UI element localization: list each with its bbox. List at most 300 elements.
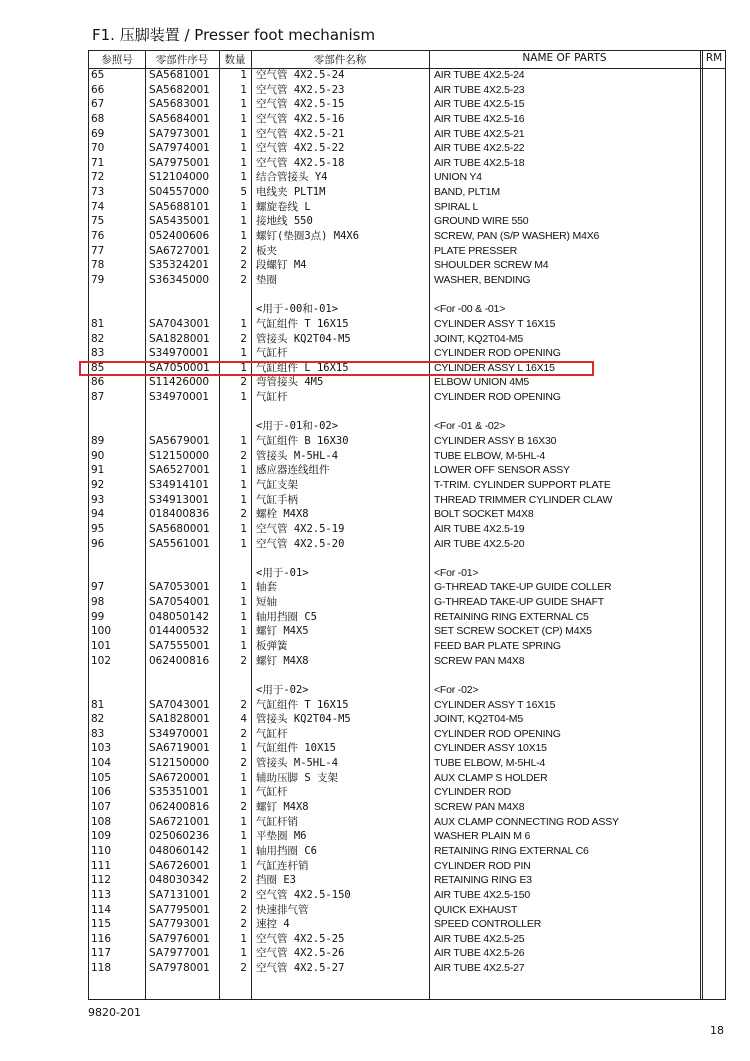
ref-cell: 90 <box>91 449 105 462</box>
ref-cell: 95 <box>91 522 105 535</box>
chinese-name-cell: 螺钉 M4X8 <box>256 654 309 667</box>
part-number-cell: S34913001 <box>149 493 210 506</box>
english-name-cell: JOINT, KQ2T04-M5 <box>434 713 523 726</box>
ref-cell: 117 <box>91 947 112 960</box>
english-name-cell: <For -01> <box>434 566 479 579</box>
table-row <box>89 903 725 918</box>
quantity-cell: 2 <box>240 903 247 916</box>
table-row <box>89 712 725 727</box>
english-name-cell: T-TRIM. CYLINDER SUPPORT PLATE <box>434 478 611 491</box>
quantity-cell: 1 <box>240 625 247 638</box>
part-number-cell: S04557000 <box>149 186 210 199</box>
part-number-cell: S12150000 <box>149 449 210 462</box>
part-number-cell: 018400836 <box>149 508 210 521</box>
table-row <box>89 288 725 303</box>
part-number-cell: SA5682001 <box>149 83 210 96</box>
quantity-cell: 1 <box>240 200 247 213</box>
english-name-cell: AUX CLAMP S HOLDER <box>434 771 548 784</box>
english-name-cell: RETAINING RING EXTERNAL C5 <box>434 610 589 623</box>
ref-cell: 89 <box>91 435 105 448</box>
part-number-cell: SA5684001 <box>149 112 210 125</box>
header-part-no: 零部件序号 <box>155 54 209 66</box>
quantity-cell: 1 <box>240 639 247 652</box>
ref-cell: 102 <box>91 654 112 667</box>
chinese-name-cell: 挡圈 E3 <box>256 874 296 887</box>
table-row <box>89 405 725 420</box>
quantity-cell: 1 <box>240 317 247 330</box>
english-name-cell: WASHER PLAIN M 6 <box>434 830 531 843</box>
table-header <box>89 51 725 69</box>
quantity-cell: 1 <box>240 947 247 960</box>
ref-cell: 98 <box>91 596 105 609</box>
chinese-name-cell: 螺钉 M4X5 <box>256 625 309 638</box>
chinese-name-cell: 轴用挡圈 C6 <box>256 844 317 857</box>
quantity-cell: 1 <box>240 493 247 506</box>
part-number-cell: SA7793001 <box>149 918 210 931</box>
part-number-cell: S34914101 <box>149 478 210 491</box>
part-number-cell: SA7555001 <box>149 639 210 652</box>
english-name-cell: TUBE ELBOW, M-5HL-4 <box>434 757 546 770</box>
chinese-name-cell: 管接头 KQ2T04-M5 <box>256 713 351 726</box>
chinese-name-cell: <用于-02> <box>256 683 309 696</box>
ref-cell: 81 <box>91 317 105 330</box>
ref-cell: 112 <box>91 874 112 887</box>
table-row <box>89 800 725 815</box>
english-name-cell: SET SCREW SOCKET (CP) M4X5 <box>434 625 592 638</box>
ref-cell: 66 <box>91 83 105 96</box>
english-name-cell: BAND, PLT1M <box>434 186 500 199</box>
table-row <box>89 595 725 610</box>
ref-cell: 92 <box>91 478 105 491</box>
ref-cell: 78 <box>91 259 105 272</box>
english-name-cell: QUICK EXHAUST <box>434 903 518 916</box>
ref-cell: 93 <box>91 493 105 506</box>
chinese-name-cell: 螺钉(垫圈3点) M4X6 <box>256 230 360 243</box>
english-name-cell: AIR TUBE 4X2.5-22 <box>434 142 525 155</box>
part-number-cell: S12150000 <box>149 757 210 770</box>
chinese-name-cell: 板夹 <box>256 244 277 257</box>
chinese-name-cell: 轴用挡圈 C5 <box>256 610 317 623</box>
table-row <box>89 522 725 537</box>
table-row <box>89 434 725 449</box>
chinese-name-cell: 管接头 M-5HL-4 <box>256 757 339 770</box>
part-number-cell: SA7975001 <box>149 156 210 169</box>
table-row <box>89 639 725 654</box>
part-number-cell: SA6720001 <box>149 771 210 784</box>
table-row <box>89 170 725 185</box>
ref-cell: 68 <box>91 112 105 125</box>
table-row <box>89 68 725 83</box>
quantity-cell: 1 <box>240 522 247 535</box>
part-number-cell: SA7053001 <box>149 581 210 594</box>
quantity-cell: 2 <box>240 376 247 389</box>
english-name-cell: WASHER, BENDING <box>434 273 531 286</box>
english-name-cell: CYLINDER ASSY T 16X15 <box>434 698 556 711</box>
ref-cell: 81 <box>91 698 105 711</box>
quantity-cell: 5 <box>240 186 247 199</box>
chinese-name-cell: 气缸组件 T 16X15 <box>256 317 349 330</box>
english-name-cell: AIR TUBE 4X2.5-26 <box>434 947 525 960</box>
chinese-name-cell: 气缸杆 <box>256 391 288 404</box>
quantity-cell: 2 <box>240 273 247 286</box>
table-row <box>89 815 725 830</box>
english-name-cell: CYLINDER ASSY B 16X30 <box>434 435 557 448</box>
english-name-cell: SHOULDER SCREW M4 <box>434 259 549 272</box>
ref-cell: 76 <box>91 230 105 243</box>
table-row <box>89 493 725 508</box>
table-row <box>89 332 725 347</box>
part-number-cell: SA1828001 <box>149 713 210 726</box>
quantity-cell: 1 <box>240 98 247 111</box>
quantity-cell: 2 <box>240 962 247 975</box>
part-number-cell: SA6726001 <box>149 859 210 872</box>
part-number-cell: S35324201 <box>149 259 210 272</box>
chinese-name-cell: 轴套 <box>256 581 277 594</box>
quantity-cell: 2 <box>240 874 247 887</box>
ref-cell: 71 <box>91 156 105 169</box>
table-row <box>89 683 725 698</box>
chinese-name-cell: 板弹簧 <box>256 639 288 652</box>
english-name-cell: CYLINDER ROD OPENING <box>434 347 561 360</box>
header-qty: 数量 <box>224 54 246 66</box>
table-row <box>89 214 725 229</box>
ref-cell: 108 <box>91 815 112 828</box>
chinese-name-cell: 空气管 4X2.5-23 <box>256 83 345 96</box>
quantity-cell: 2 <box>240 727 247 740</box>
chinese-name-cell: 空气管 4X2.5-24 <box>256 69 345 81</box>
chinese-name-cell: 空气管 4X2.5-15 <box>256 98 345 111</box>
english-name-cell: CYLINDER ASSY T 16X15 <box>434 317 556 330</box>
quantity-cell: 1 <box>240 156 247 169</box>
quantity-cell: 1 <box>240 435 247 448</box>
chinese-name-cell: 空气管 4X2.5-18 <box>256 156 345 169</box>
ref-cell: 86 <box>91 376 105 389</box>
quantity-cell: 1 <box>240 230 247 243</box>
english-name-cell: SCREW PAN M4X8 <box>434 801 525 814</box>
ref-cell: 105 <box>91 771 112 784</box>
chinese-name-cell: 气缸支架 <box>256 478 298 491</box>
chinese-name-cell: 空气管 4X2.5-26 <box>256 947 345 960</box>
quantity-cell: 1 <box>240 83 247 96</box>
part-number-cell: SA7043001 <box>149 317 210 330</box>
part-number-cell: 048060142 <box>149 844 210 857</box>
english-name-cell: CYLINDER ROD <box>434 786 511 799</box>
ref-cell: 77 <box>91 244 105 257</box>
table-row <box>89 668 725 683</box>
part-number-cell: SA5680001 <box>149 522 210 535</box>
table-row <box>89 551 725 566</box>
ref-cell: 111 <box>91 859 112 872</box>
ref-cell: 113 <box>91 888 112 901</box>
english-name-cell: G-THREAD TAKE-UP GUIDE COLLER <box>434 581 612 594</box>
part-number-cell: S36345000 <box>149 273 210 286</box>
part-number-cell: SA6721001 <box>149 815 210 828</box>
english-name-cell: SCREW, PAN (S/P WASHER) M4X6 <box>434 230 600 243</box>
ref-cell: 97 <box>91 581 105 594</box>
part-number-cell: SA7977001 <box>149 947 210 960</box>
table-row <box>89 83 725 98</box>
chinese-name-cell: <用于-01和-02> <box>256 420 339 433</box>
header-en-name: NAME OF PARTS <box>522 52 607 64</box>
ref-cell: 114 <box>91 903 112 916</box>
chinese-name-cell: 气缸组件 B 16X30 <box>256 435 349 448</box>
part-number-cell: 025060236 <box>149 830 210 843</box>
ref-cell: 107 <box>91 801 112 814</box>
ref-cell: 83 <box>91 347 105 360</box>
part-number-cell: SA6527001 <box>149 464 210 477</box>
quantity-cell: 2 <box>240 801 247 814</box>
quantity-cell: 1 <box>240 596 247 609</box>
part-number-cell: 062400816 <box>149 654 210 667</box>
chinese-name-cell: 气缸连杆销 <box>256 859 309 872</box>
table-row <box>89 507 725 522</box>
english-name-cell: AIR TUBE 4X2.5-25 <box>434 932 525 945</box>
part-number-cell: SA6719001 <box>149 742 210 755</box>
chinese-name-cell: <用于-01> <box>256 566 309 579</box>
chinese-name-cell: 空气管 4X2.5-150 <box>256 888 351 901</box>
part-number-cell: SA5435001 <box>149 215 210 228</box>
english-name-cell: AIR TUBE 4X2.5-150 <box>434 888 531 901</box>
table-row <box>89 932 725 947</box>
page-number: 18 <box>710 1024 724 1037</box>
quantity-cell: 1 <box>240 464 247 477</box>
quantity-cell: 1 <box>240 786 247 799</box>
part-number-cell: S34970001 <box>149 347 210 360</box>
chinese-name-cell: 平垫圈 M6 <box>256 830 307 843</box>
chinese-name-cell: 空气管 4X2.5-19 <box>256 522 345 535</box>
table-row <box>89 244 725 259</box>
quantity-cell: 2 <box>240 757 247 770</box>
english-name-cell: CYLINDER ROD OPENING <box>434 391 561 404</box>
ref-cell: 87 <box>91 391 105 404</box>
chinese-name-cell: 空气管 4X2.5-25 <box>256 932 345 945</box>
table-row <box>89 946 725 961</box>
english-name-cell: AIR TUBE 4X2.5-20 <box>434 537 525 550</box>
chinese-name-cell: 气缸组件 L 16X15 <box>256 361 349 374</box>
table-row <box>89 917 725 932</box>
english-name-cell: CYLINDER ROD PIN <box>434 859 531 872</box>
quantity-cell: 2 <box>240 698 247 711</box>
table-row <box>89 741 725 756</box>
part-number-cell: SA7050001 <box>149 361 210 374</box>
quantity-cell: 1 <box>240 742 247 755</box>
table-row <box>89 756 725 771</box>
english-name-cell: SPIRAL L <box>434 200 479 213</box>
english-name-cell: AIR TUBE 4X2.5-23 <box>434 83 525 96</box>
table-row <box>89 785 725 800</box>
chinese-name-cell: 螺栓 M4X8 <box>256 508 309 521</box>
part-number-cell: S12104000 <box>149 171 210 184</box>
table-row <box>89 302 725 317</box>
english-name-cell: <For -00 & -01> <box>434 303 506 316</box>
table-row <box>89 346 725 361</box>
part-number-cell: 052400606 <box>149 230 210 243</box>
chinese-name-cell: 接地线 550 <box>256 215 313 228</box>
table-row <box>89 478 725 493</box>
quantity-cell: 1 <box>240 69 247 81</box>
ref-cell: 109 <box>91 830 112 843</box>
ref-cell: 72 <box>91 171 105 184</box>
chinese-name-cell: 螺钉 M4X8 <box>256 801 309 814</box>
chinese-name-cell: 弯管接头 4M5 <box>256 376 324 389</box>
chinese-name-cell: 气缸杆销 <box>256 815 298 828</box>
english-name-cell: G-THREAD TAKE-UP GUIDE SHAFT <box>434 596 605 609</box>
table-row <box>89 771 725 786</box>
ref-cell: 103 <box>91 742 112 755</box>
quantity-cell: 1 <box>240 171 247 184</box>
english-name-cell: LOWER OFF SENSOR ASSY <box>434 464 570 477</box>
english-name-cell: FEED BAR PLATE SPRING <box>434 639 561 652</box>
ref-cell: 69 <box>91 127 105 140</box>
quantity-cell: 1 <box>240 215 247 228</box>
chinese-name-cell: 气缸杆 <box>256 786 288 799</box>
english-name-cell: RETAINING RING EXTERNAL C6 <box>434 844 589 857</box>
quantity-cell: 1 <box>240 127 247 140</box>
table-row <box>89 375 725 390</box>
table-row <box>89 200 725 215</box>
table-row <box>89 112 725 127</box>
chinese-name-cell: <用于-00和-01> <box>256 303 339 316</box>
part-number-cell: SA5683001 <box>149 98 210 111</box>
part-number-cell: 048050142 <box>149 610 210 623</box>
part-number-cell: SA7043001 <box>149 698 210 711</box>
ref-cell: 82 <box>91 332 105 345</box>
english-name-cell: AIR TUBE 4X2.5-27 <box>434 962 525 975</box>
english-name-cell: CYLINDER ROD OPENING <box>434 727 561 740</box>
quantity-cell: 1 <box>240 391 247 404</box>
part-number-cell: SA7795001 <box>149 903 210 916</box>
english-name-cell: PLATE PRESSER <box>434 244 517 257</box>
part-number-cell: 062400816 <box>149 801 210 814</box>
ref-cell: 70 <box>91 142 105 155</box>
table-row <box>89 844 725 859</box>
ref-cell: 65 <box>91 69 105 81</box>
table-row <box>89 624 725 639</box>
quantity-cell: 1 <box>240 478 247 491</box>
ref-cell: 67 <box>91 98 105 111</box>
ref-cell: 79 <box>91 273 105 286</box>
document-code: 9820-201 <box>88 1006 141 1019</box>
quantity-cell: 1 <box>240 815 247 828</box>
quantity-cell: 2 <box>240 259 247 272</box>
quantity-cell: 2 <box>240 508 247 521</box>
chinese-name-cell: 电线夹 PLT1M <box>256 186 326 199</box>
part-number-cell: SA7973001 <box>149 127 210 140</box>
chinese-name-cell: 速控 4 <box>256 918 290 931</box>
ref-cell: 73 <box>91 186 105 199</box>
english-name-cell: AIR TUBE 4X2.5-18 <box>434 156 525 169</box>
quantity-cell: 1 <box>240 142 247 155</box>
table-row <box>89 185 725 200</box>
chinese-name-cell: 空气管 4X2.5-16 <box>256 112 345 125</box>
chinese-name-cell: 段螺钉 M4 <box>256 259 307 272</box>
part-number-cell: SA6727001 <box>149 244 210 257</box>
part-number-cell: SA7131001 <box>149 888 210 901</box>
table-row <box>89 273 725 288</box>
quantity-cell: 1 <box>240 347 247 360</box>
ref-cell: 85 <box>91 361 105 374</box>
part-number-cell: SA7974001 <box>149 142 210 155</box>
chinese-name-cell: 气缸组件 T 16X15 <box>256 698 349 711</box>
table-row <box>89 859 725 874</box>
english-name-cell: <For -01 & -02> <box>434 420 506 433</box>
ref-cell: 118 <box>91 962 112 975</box>
english-name-cell: RETAINING RING E3 <box>434 874 532 887</box>
part-number-cell: SA5688101 <box>149 200 210 213</box>
english-name-cell: JOINT, KQ2T04-M5 <box>434 332 523 345</box>
chinese-name-cell: 管接头 KQ2T04-M5 <box>256 332 351 345</box>
chinese-name-cell: 结合管接头 Y4 <box>256 171 328 184</box>
part-number-cell: S35351001 <box>149 786 210 799</box>
quantity-cell: 1 <box>240 859 247 872</box>
chinese-name-cell: 空气管 4X2.5-27 <box>256 962 345 975</box>
header-cn-name: 零部件名称 <box>313 54 367 66</box>
english-name-cell: ELBOW UNION 4M5 <box>434 376 530 389</box>
table-row <box>89 156 725 171</box>
table-row <box>89 258 725 273</box>
table-body <box>89 68 725 976</box>
table-row <box>89 698 725 713</box>
table-row <box>89 654 725 669</box>
chinese-name-cell: 气缸手柄 <box>256 493 298 506</box>
ref-cell: 83 <box>91 727 105 740</box>
ref-cell: 101 <box>91 639 112 652</box>
table-row <box>89 317 725 332</box>
quantity-cell: 2 <box>240 888 247 901</box>
part-number-cell: SA7054001 <box>149 596 210 609</box>
chinese-name-cell: 气缸杆 <box>256 727 288 740</box>
english-name-cell: AIR TUBE 4X2.5-21 <box>434 127 525 140</box>
part-number-cell: 014400532 <box>149 625 210 638</box>
ref-cell: 110 <box>91 844 112 857</box>
english-name-cell: GROUND WIRE 550 <box>434 215 529 228</box>
english-name-cell: SPEED CONTROLLER <box>434 918 542 931</box>
english-name-cell: AIR TUBE 4X2.5-16 <box>434 112 525 125</box>
chinese-name-cell: 气缸杆 <box>256 347 288 360</box>
table-row <box>89 361 725 376</box>
chinese-name-cell: 空气管 4X2.5-20 <box>256 537 345 550</box>
ref-cell: 82 <box>91 713 105 726</box>
quantity-cell: 1 <box>240 610 247 623</box>
table-row <box>89 463 725 478</box>
table-row <box>89 610 725 625</box>
quantity-cell: 1 <box>240 112 247 125</box>
page-title: F1. 压脚装置 / Presser foot mechanism <box>92 26 376 44</box>
header-ref: 参照号 <box>101 54 133 66</box>
chinese-name-cell: 垫圈 <box>256 273 277 286</box>
english-name-cell: THREAD TRIMMER CYLINDER CLAW <box>434 493 613 506</box>
quantity-cell: 1 <box>240 537 247 550</box>
part-number-cell: S11426000 <box>149 376 210 389</box>
quantity-cell: 2 <box>240 332 247 345</box>
chinese-name-cell: 快速排气管 <box>256 903 309 916</box>
table-row <box>89 580 725 595</box>
chinese-name-cell: 短轴 <box>256 596 277 609</box>
part-number-cell: SA7978001 <box>149 962 210 975</box>
ref-cell: 115 <box>91 918 112 931</box>
quantity-cell: 1 <box>240 361 247 374</box>
table-row <box>89 888 725 903</box>
english-name-cell: AIR TUBE 4X2.5-24 <box>434 69 525 81</box>
table-row <box>89 829 725 844</box>
english-name-cell: AIR TUBE 4X2.5-15 <box>434 98 525 111</box>
part-number-cell: SA5679001 <box>149 435 210 448</box>
english-name-cell: TUBE ELBOW, M-5HL-4 <box>434 449 546 462</box>
table-row <box>89 727 725 742</box>
table-row <box>89 566 725 581</box>
part-number-cell: SA7976001 <box>149 932 210 945</box>
part-number-cell: SA1828001 <box>149 332 210 345</box>
